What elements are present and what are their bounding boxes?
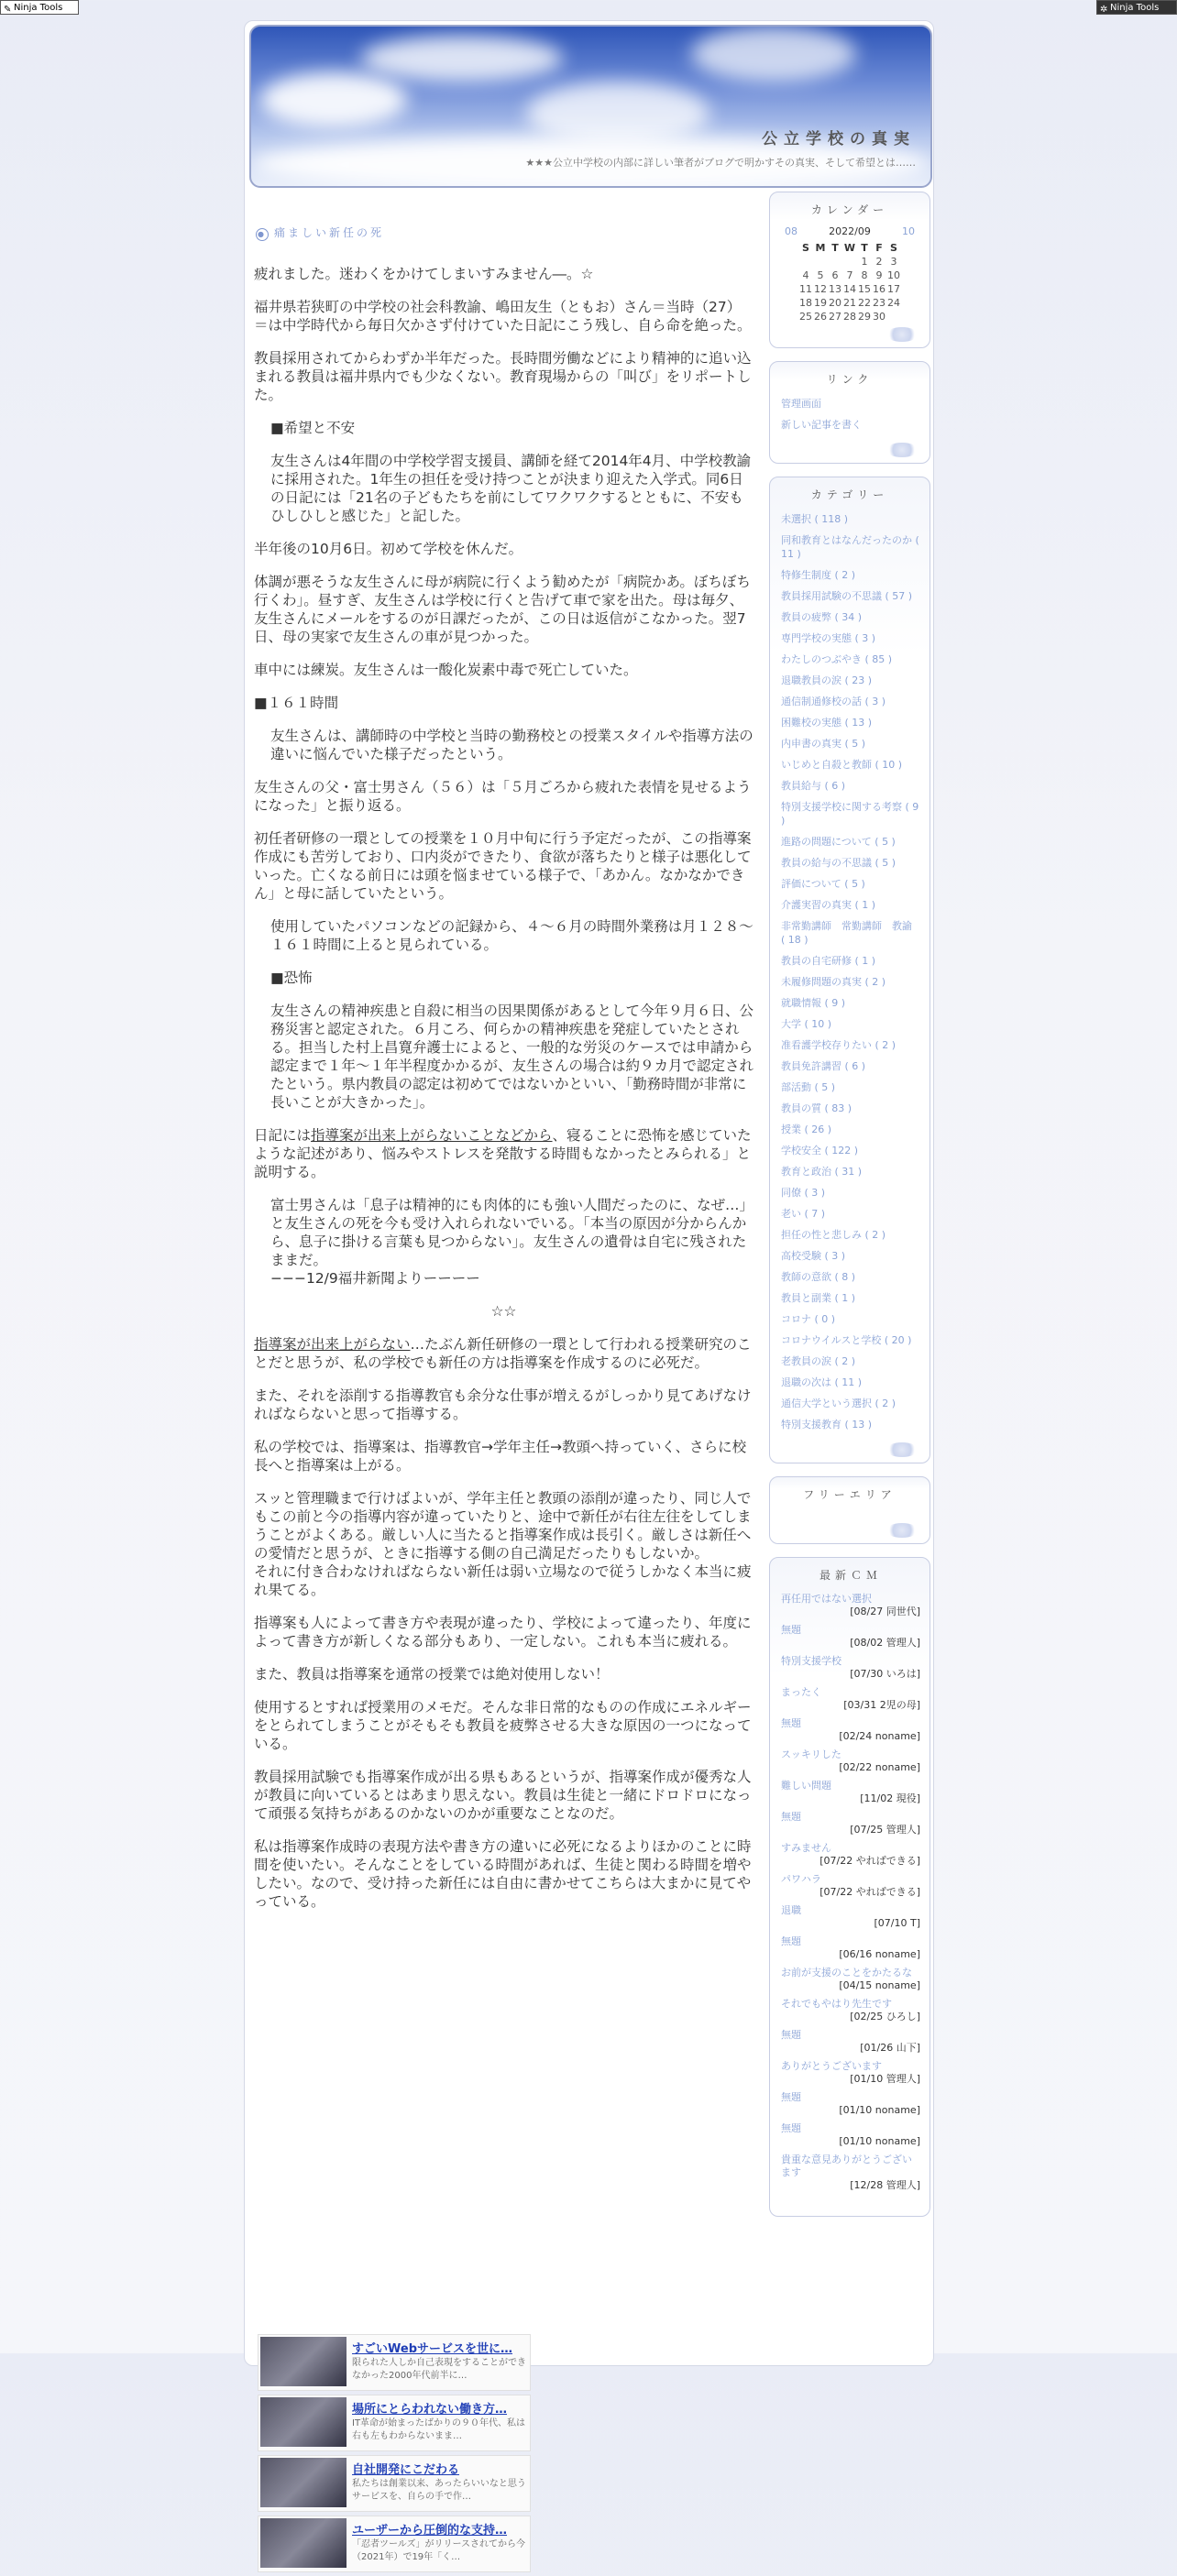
entry-body [254,265,754,1925]
comment-link[interactable]: 無題 [781,2091,801,2103]
calendar-body [798,255,901,323]
entry-paragraph: 使用していたパソコンなどの記録から、４～６月の時間外業務は月１２８～１６１時間に上ると見られている。 [270,918,754,953]
comment-link[interactable]: パワハラ [781,1873,821,1885]
category-link[interactable]: 教育と政治 ( 31 ) [781,1166,863,1178]
flower-ornament-icon [886,443,918,457]
comment-meta: [07/22 やればできる] [820,1855,920,1867]
category-link[interactable]: 未選択 ( 118 ) [781,513,849,525]
calendar-prev-link[interactable]: 08 [785,225,798,237]
site-description: ★★★公立中学校の内部に詳しい筆者がブログで明かすその真実、そして希望とは…… [525,157,916,169]
category-link[interactable]: 特修生制度 ( 2 ) [781,569,856,581]
calendar-day[interactable]: 13 [829,283,842,295]
category-link[interactable]: 部活動 ( 5 ) [781,1081,836,1093]
entry-title[interactable]: 痛ましい新任の死 [274,226,385,239]
entry-paragraph: 指導案が出来上がらない…たぶん新任研修の一環として行われる授業研究のことだと思うが、私の学校でも新任の方は指導案を作成するのに必死だ。 [254,1336,752,1371]
category-link[interactable]: 評価について ( 5 ) [781,878,865,890]
ad-description: 私たちは創業以来、あったらいいなと思うサービスを、自らの手で作… [352,2479,526,2502]
category-link[interactable]: 退職教員の涙 ( 23 ) [781,674,873,686]
category-link[interactable]: 老い ( 7 ) [781,1208,826,1220]
category-link[interactable]: 教員の自宅研修 ( 1 ) [781,955,876,967]
ad-description: 限られた人しか自己表現をすることができなかった2000年代前半に… [352,2358,526,2381]
entry-paragraph: 日記には指導案が出来上がらないことなどから、寝ることに恐怖を感じていたような記述があり、悩みやストレスを発散する時間もなかったとみられる」と説明する。 [254,1127,752,1180]
comment-meta: [01/26 山下] [860,2042,920,2054]
ninja-icon: ✎ [4,5,12,15]
calendar-weekday: T [831,242,839,254]
category-link[interactable]: 通信制通修校の話 ( 3 ) [781,696,886,707]
calendar-day[interactable]: 27 [829,311,842,323]
calendar-box [769,192,930,348]
calendar-day[interactable]: 11 [799,283,812,295]
comment-meta: [07/30 いろは] [850,1668,920,1680]
entry-paragraph: 使用するとすれば授業用のメモだ。そんな非日常的なものの作成にエネルギーをとられてしまうことがそもそも教員を疲弊させる大きな原因の一つになっている。 [254,1699,752,1752]
entry-paragraph: 体調が悪そうな友生さんに母が病院に行くよう勧めたが「病院かあ。ぼちぼち行くわ」。昼すぎ、友生さんは学校に行くと告げて車で家を出た。母は毎夕、友生さんにメールをするのが日課だったが、この日は返信がこなかった。翌7日、母の実家で友生さんの車が見つかった。 [254,574,751,645]
calendar-day[interactable]: 9 [875,269,883,281]
entry-paragraph: ■希望と不安 [270,420,356,436]
comment-link[interactable]: 無題 [781,1935,801,1947]
entry-paragraph: 教員採用されてからわずか半年だった。長時間労働などにより精神的に追い込まれる教員は福井県内でも少なくない。教育現場からの「叫び」をリポートした。 [254,350,752,403]
calendar-day[interactable]: 23 [873,297,886,309]
comment-link[interactable]: 貴重な意見ありがとうございます [781,2154,912,2178]
calendar-weekday-row [798,241,901,255]
calendar-day[interactable]: 4 [802,269,809,281]
entry-paragraph: 友生さんの父・富士男さん（５６）は「５月ごろから疲れた表情を見せるようになった」と振り返る。 [254,779,752,814]
site-title[interactable]: 公立学校の真実 [762,130,916,148]
links-box [769,361,930,464]
category-link[interactable]: 担任の性と悲しみ ( 2 ) [781,1229,886,1241]
entry-paragraph: 友生さんは、講師時の中学校と当時の勤務校との授業スタイルや指導方法の違いに悩んでいた様子だったという。 [270,728,754,762]
comment-meta: [02/24 noname] [839,1730,920,1742]
category-link[interactable]: 教員採用試験の不思議 ( 57 ) [781,590,913,602]
sidebar [769,192,930,2230]
ad-thumbnail[interactable] [260,2518,346,2568]
comment-meta: [01/10 noname] [839,2135,920,2147]
entry-title-icon: ● [256,228,269,241]
ninja-tools-button-left[interactable] [0,0,79,15]
comment-link[interactable]: 再任用ではない選択 [781,1593,872,1605]
calendar-day[interactable]: 20 [829,297,842,309]
calendar-next-link[interactable]: 10 [901,225,915,237]
calendar-day [828,255,842,269]
ninja-tools-label-right: Ninja Tools [1110,3,1160,13]
category-link[interactable]: 教員給与 ( 6 ) [781,780,846,792]
category-link[interactable]: 教員の疲弊 ( 34 ) [781,611,863,623]
links-list [770,397,930,432]
entry-paragraph: 友生さんは4年間の中学校学習支援員、講師を経て2014年4月、中学校教諭に採用された。1年生の担任を受け持つことが決まり迎えた入学式。同6日の日記には「21名の子どもたちを前にしてワクワクするとともに、不安もひしひしと感じた」と記した。 [270,453,752,524]
entry-paragraph: 友生さんの精神疾患と自殺に相当の因果関係があるとして今年９月６日、公務災害と認定された。６月ころ、何らかの精神疾患を発症していたとされる。担当した村上昌寛弁護士によると、一般的な労災のケースでは申請から認定まで１年～１年半程度かかるが、友生さんの場合は約９カ月で認定されたという。県内教員の認定は初めてではないかといい、「勤務時間が非常に長いことが大きかった」。 [270,1003,754,1111]
category-link[interactable]: 教員と副業 ( 1 ) [781,1292,856,1304]
calendar-weekday: S [890,242,897,254]
comment-link[interactable]: お前が支援のことをかたるな [781,1967,912,1979]
category-link[interactable]: 退職の次は ( 11 ) [781,1376,863,1388]
comment-meta: [02/25 ひろし] [850,2011,920,2022]
calendar-day[interactable]: 25 [799,311,812,323]
comment-link[interactable]: 無題 [781,2029,801,2041]
entry-paragraph: ☆☆ [490,1303,517,1320]
calendar-weekday: F [875,242,883,254]
category-link[interactable]: 内申書の真実 ( 5 ) [781,738,866,750]
site-header [249,25,932,188]
sidebar-link[interactable]: 管理画面 [781,398,821,410]
category-link[interactable]: 教員の給与の不思議 ( 5 ) [781,857,896,869]
ad-title-link[interactable]: 自社開発にこだわる [352,2463,460,2477]
category-link[interactable]: コロナウイルスと学校 ( 20 ) [781,1334,912,1346]
page-container [244,20,934,2562]
comment-meta: [07/22 やればできる] [820,1886,920,1898]
ad-item[interactable] [258,2334,531,2391]
calendar-day[interactable]: 29 [858,311,871,323]
comment-link[interactable]: それでもやはり先生です [781,1998,892,2010]
category-link[interactable]: 困難校の実態 ( 13 ) [781,717,873,729]
recent-comments-box [769,1557,930,2217]
comment-link[interactable]: すみません [781,1842,831,1854]
category-link[interactable]: 進路の問題について ( 5 ) [781,836,896,848]
underlined-phrase: 指導案が出来上がらないことなどから [311,1127,553,1144]
calendar-week [798,310,901,323]
category-link[interactable]: 同僚 ( 3 ) [781,1187,826,1199]
ad-thumbnail[interactable] [260,2397,346,2447]
calendar-day[interactable]: 15 [858,283,871,295]
comment-link[interactable]: 退職 [781,1904,801,1916]
calendar-day[interactable]: 8 [861,269,868,281]
calendar-week [798,269,901,282]
comment-meta: [03/31 2児の母] [843,1699,920,1711]
calendar-day[interactable]: 24 [887,297,900,309]
comment-meta: [08/02 管理人] [850,1637,920,1649]
flower-ornament-icon [886,327,918,342]
calendar-month: 2022/09 [829,225,871,237]
calendar-week [798,255,901,269]
entry-paragraph: 初任者研修の一環としての授業を１０月中旬に行う予定だったが、この指導案作成にも苦労しており、口内炎ができたり、食欲が落ちたりと様子は悪化していった。亡くなる前日には頭を悩ませている様子で、「あかん。なかなかできん」と母に話していたという。 [254,830,752,902]
ad-thumbnail[interactable] [260,2458,346,2507]
calendar-day[interactable]: 22 [858,297,871,309]
calendar-day[interactable]: 30 [873,311,886,323]
category-link[interactable]: コロナ ( 0 ) [781,1313,836,1325]
comment-meta: [08/27 同世代] [850,1606,920,1617]
ad-item[interactable] [258,2516,531,2572]
category-link[interactable]: 非常勤講師 常勤講師 教諭 ( 18 ) [781,920,922,946]
entry-paragraph: 富士男さんは「息子は精神的にも肉体的にも強い人間だったのに、なぜ…」と友生さんの死を今も受け入れられないでいる。「本当の原因が分からんから、息子に掛ける言葉も見つからない」。友生さんの遺骨は自宅に残されたままだ。 −−−12/9福井新聞よりーーーー [270,1197,754,1287]
calendar-day[interactable]: 10 [887,269,900,281]
entry-paragraph: 疲れました。迷わくをかけてしまいすみません―。☆ [254,266,594,282]
calendar-day [813,255,828,269]
calendar-day[interactable]: 3 [890,256,897,268]
category-link[interactable]: いじめと自殺と教師 ( 10 ) [781,759,903,771]
header-cloud [260,72,407,127]
category-link[interactable]: 学校安全 ( 122 ) [781,1145,859,1156]
category-link[interactable]: 授業 ( 26 ) [781,1124,832,1135]
category-link[interactable]: 教員の質 ( 83 ) [781,1102,852,1114]
calendar-weekday: M [815,242,826,254]
sidebar-link[interactable]: 新しい記事を書く [781,419,862,431]
calendar-week [798,282,901,296]
entry-paragraph: また、教員は指導案を通常の授業では絶対使用しない！ [254,1666,610,1683]
flower-ornament-icon [886,1523,918,1538]
category-link[interactable]: 特別支援教育 ( 13 ) [781,1419,873,1431]
comment-link[interactable]: ありがとうございます [781,2060,882,2072]
category-link[interactable]: 教員免許講習 ( 6 ) [781,1060,866,1072]
comment-link[interactable]: 無題 [781,1624,801,1636]
calendar-day[interactable]: 18 [799,297,812,309]
entry-paragraph: 指導案も人によって書き方や表現が違ったり、学校によって違ったり、年度によって書き方が新しくなる部分もあり、一定しない。これも本当に疲れる。 [254,1615,752,1650]
calendar-day [886,310,901,323]
comment-meta: [01/10 管理人] [850,2073,920,2085]
ad-item[interactable] [258,2395,531,2451]
category-link[interactable]: 老教員の涙 ( 2 ) [781,1355,856,1367]
calendar-day[interactable]: 21 [843,297,856,309]
category-link[interactable]: 未履修問題の真実 ( 2 ) [781,976,886,988]
comment-meta: [01/10 noname] [839,2104,920,2116]
ad-description: 「忍者ツールズ」がリリースされてから今（2021年）で19年「く… [352,2539,525,2562]
calendar-day[interactable]: 6 [831,269,839,281]
calendar-day[interactable]: 7 [846,269,853,281]
comment-link[interactable]: 無題 [781,1811,801,1823]
categories-list [770,512,930,1431]
underlined-phrase: 指導案が出来上がらない [254,1336,411,1353]
ninja-star-icon: ✲ [1100,5,1108,15]
comment-meta: [04/15 noname] [839,1979,920,1991]
ad-thumbnail[interactable] [260,2337,346,2386]
category-link[interactable]: 教師の意欲 ( 8 ) [781,1271,856,1283]
category-link[interactable]: 介護実習の真実 ( 1 ) [781,899,876,911]
calendar-day[interactable]: 5 [817,269,824,281]
calendar-weekday: W [843,242,856,254]
calendar-weekday: T [861,242,868,254]
free-area-title: フリーエリア [803,1488,896,1501]
calendar-day [842,255,857,269]
comment-meta: [07/10 T] [874,1917,920,1929]
flower-ornament-icon [886,1442,918,1457]
entry-paragraph: 教員採用試験でも指導案作成が出る県もあるというが、指導案作成が優秀な人が教員に向いているとはあまり思えない。教員は生徒と一緒にドロドロになって頑張る気持ちがあるのかないのかが重要なことなのだ。 [254,1769,752,1822]
calendar-title: カレンダー [810,203,889,216]
calendar-day[interactable]: 26 [814,311,827,323]
entry-paragraph: 私の学校では、指導案は、指導教官→学年主任→教頭へ持っていく、さらに校長へと指導案は上がる。 [254,1439,747,1474]
ad-title-link[interactable]: ユーザーから圧倒的な支持… [352,2524,508,2538]
calendar-day[interactable]: 16 [873,283,886,295]
links-title: リンク [826,373,874,386]
comment-meta: [12/28 管理人] [850,2179,920,2191]
comment-meta: [07/25 管理人] [850,1824,920,1836]
calendar-day[interactable]: 1 [861,256,868,268]
ninja-tools-button-right[interactable] [1096,0,1177,15]
calendar-weekday: S [802,242,809,254]
entry-paragraph: 福井県若狭町の中学校の社会科教諭、嶋田友生（ともお）さん＝当時（27）＝は中学時代から毎日欠かさず付けていた日記にこう残し、自ら命を絶った。 [254,299,752,334]
category-link[interactable]: 大学 ( 10 ) [781,1018,832,1030]
comment-meta: [06/16 noname] [839,1948,920,1960]
calendar-day[interactable]: 12 [814,283,827,295]
ad-description: IT革命が始まったばかりの９０年代、私は右も左もわからないまま… [352,2418,526,2441]
comment-link[interactable]: スッキリした [781,1748,842,1760]
comment-link[interactable]: 無題 [781,2122,801,2134]
ninja-tools-label-left: Ninja Tools [14,3,63,13]
entry-paragraph: 車中には練炭。友生さんは一酸化炭素中毒で死亡していた。 [254,662,638,678]
recent-comments-list [781,1593,920,2192]
calendar-week [798,296,901,310]
calendar-table [798,241,901,323]
free-area-box [769,1476,930,1544]
comment-meta: [11/02 現役] [860,1792,920,1804]
category-link[interactable]: 専門学校の実態 ( 3 ) [781,632,876,644]
categories-title: カテゴリー [810,488,889,501]
category-link[interactable]: 通信大学という選択 ( 2 ) [781,1398,896,1409]
entry-title-row[interactable] [256,225,384,241]
comment-link[interactable]: 無題 [781,1717,801,1729]
ad-title-link[interactable]: すごいWebサービスを世に… [352,2342,512,2356]
ad-item[interactable] [258,2455,531,2512]
comment-link[interactable]: 特別支援学校 [781,1655,842,1667]
entry-paragraph: スッと管理職まで行けばよいが、学年主任と教頭の添削が違ったり、同じ人でもこの前と今の指導内容が違っていたりと、途中で新任が右往左往をしてしまうことがよくある。厳しい人に当たると指導案作成は長引く。厳しさは新任への愛情だと思うが、ときに指導する側の自己満足だったりもしないか。 それに付き合わなければならない新任は弱い立場なので従うしかなく本当に疲れ果てる。 [254,1490,752,1598]
recent-comments-title: 最新ＣＭ [819,1569,882,1582]
calendar-day[interactable]: 19 [814,297,827,309]
calendar-day[interactable]: 2 [875,256,883,268]
ad-list [258,2334,531,2576]
category-link[interactable]: わたしのつぶやき ( 85 ) [781,653,893,665]
calendar-day [798,255,813,269]
category-link[interactable]: 准看護学校存りたい ( 2 ) [781,1039,896,1051]
header-cloud [691,27,856,82]
entry-paragraph: また、それを添削する指導教官も余分な仕事が増えるがしっかり見てあげなければならないと思って指導する。 [254,1387,752,1422]
category-link[interactable]: 就職情報 ( 9 ) [781,997,846,1009]
comment-meta: [02/22 noname] [839,1761,920,1773]
calendar-nav [770,225,930,237]
entry-paragraph: 半年後の10月6日。初めて学校を休んだ。 [254,541,523,557]
calendar-day[interactable]: 17 [887,283,900,295]
comment-link[interactable]: まったく [781,1686,821,1698]
entry-paragraph: 私は指導案作成時の表現方法や書き方の違いに必死になるよりほかのことに時間を使いたい。そんなことをしている時間があれば、生徒と関わる時間を増やしたい。なので、受け持った新任には自由に書かせてこちらは大まかに見てやっている。 [254,1838,752,1910]
comment-link[interactable]: 難しい問題 [781,1780,831,1792]
entry-paragraph: ■恐怖 [270,970,313,986]
calendar-day[interactable]: 14 [843,283,856,295]
categories-box [769,477,930,1463]
header-cloud [361,36,563,82]
category-link[interactable]: 特別支援学校に関する考察 ( 9 ) [781,801,919,827]
calendar-day[interactable]: 28 [843,311,856,323]
entry-paragraph: ■１６１時間 [254,695,339,711]
category-link[interactable]: 同和教育とはなんだったのか ( 11 ) [781,534,919,560]
category-link[interactable]: 高校受験 ( 3 ) [781,1250,846,1262]
ad-title-link[interactable]: 場所にとらわれない働き方… [352,2403,508,2417]
